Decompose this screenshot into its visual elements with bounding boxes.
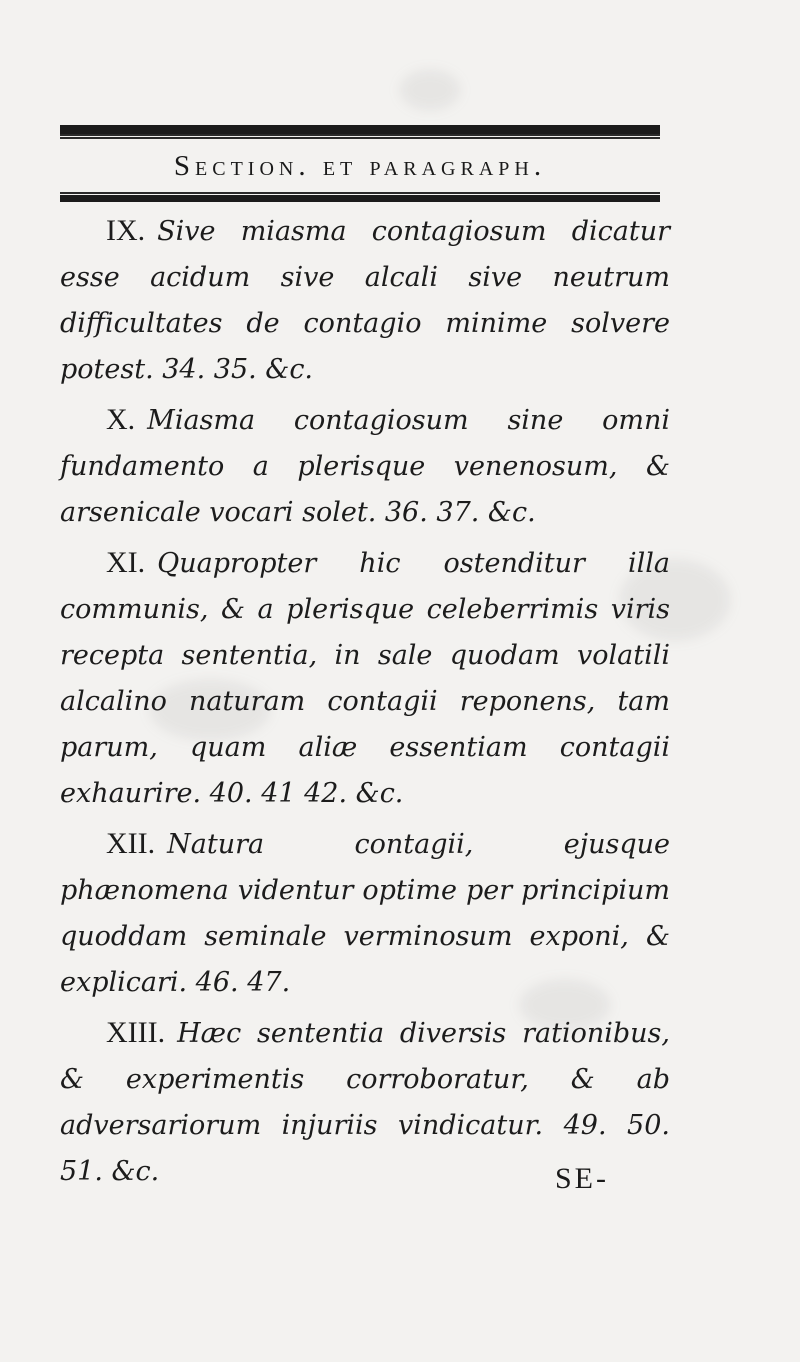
- summary-text: [60, 208, 670, 1199]
- header-rule-top-thin: [60, 137, 660, 139]
- paragraph-text: Hæc sententia diversis rationibus, & experimentis corroboratur, & ab adversariorum injuriis vindicatur. 49. 50. 51. &c.: [60, 1018, 670, 1187]
- paragraph-x: [60, 397, 670, 536]
- paragraph-xii: [60, 821, 670, 1006]
- header-rule-bottom-thin: [60, 192, 660, 194]
- paragraph-text: Quapropter hic ostenditur illa communis, & a plerisque celeberrimis viris recepta sententia, in sale quodam volatili alcalino naturam contagii reponens, tam parum, quam aliæ essentiam contagii exhaurire. 40. 41 42. &c.: [60, 548, 670, 809]
- paragraph-number: XIII.: [106, 1016, 166, 1049]
- page-title: Section. et paragraph.: [173, 150, 547, 182]
- header-rule-bottom: [60, 195, 660, 202]
- paragraph-text: Natura contagii, ejusque phænomena videntur optime per principium quoddam seminale verminosum exponi, & explicari. 46. 47.: [60, 829, 670, 998]
- catchword: SE-: [555, 1162, 609, 1195]
- paragraph-xi: [60, 540, 670, 817]
- paper-stain: [400, 70, 460, 110]
- paragraph-ix: [60, 208, 670, 393]
- paragraph-number: IX.: [106, 214, 146, 247]
- paragraph-number: XII.: [106, 827, 156, 860]
- paragraph-text: Miasma contagiosum sine omni fundamento a plerisque venenosum, & arsenicale vocari solet. 36. 37. &c.: [60, 405, 670, 528]
- header-rule-top: [60, 125, 660, 136]
- paragraph-number: XI.: [106, 546, 146, 579]
- paragraph-number: X.: [106, 403, 136, 436]
- paragraph-text: Sive miasma contagiosum dicatur esse acidum sive alcali sive neutrum difficultates de contagio minime solvere potest. 34. 35. &c.: [60, 216, 670, 385]
